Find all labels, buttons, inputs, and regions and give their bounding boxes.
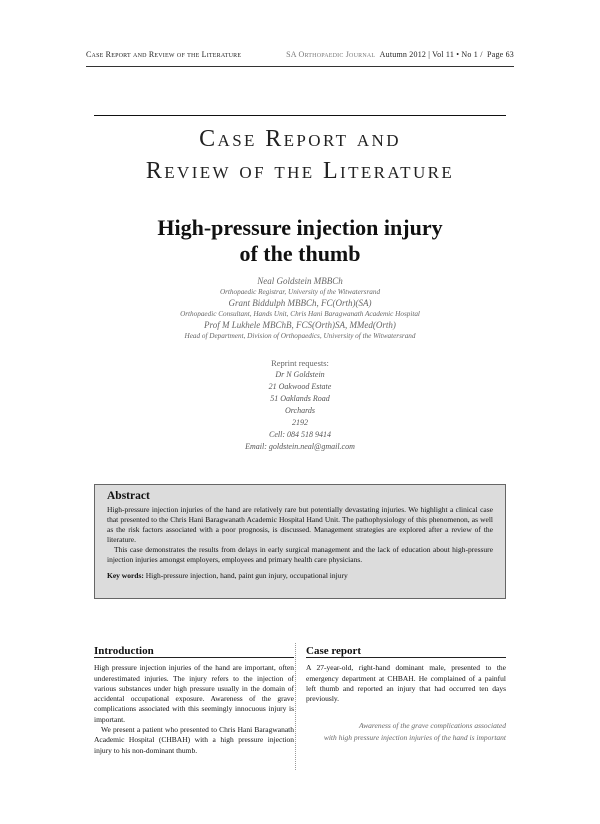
abstract-heading: Abstract [107,490,150,502]
abstract-paragraph: This case demonstrates the results from delays in early surgical management and the lack of education about high-pressure injection injuries amongst employers, employees and primary health care physicians. [107,545,493,564]
reprint-line: Cell: 084 518 9414 [269,430,331,439]
column-divider [295,643,296,770]
issue-info: Autumn 2012 | Vol 11 • No 1 [379,50,479,59]
reprint-requests [0,357,600,453]
page-number: Page 63 [487,50,514,59]
body-paragraph: High pressure injection injuries of the hand are important, often underestimated injuries. The injury refers to the injection of various substances under high pressure usually in the domain of accidental occupational exposure. Awareness of the grave complications associated with this seemingly innocuous injury is important. [94,663,294,724]
article-title [0,215,600,267]
keywords-label: Key words: [107,571,144,580]
abstract-paragraph: High-pressure injection injuries of the hand are relatively rare but potentially devastating injuries. We highlight a clinical case that presented to the Chris Hani Baragwanath Academic Hospital Hand Unit. The pathophysiology of this phenomenon, as well as the risk factors associated with a poor prognosis, is discussed. Management strategies are explored after a review of the literature. [107,505,493,544]
running-header-journal-info: SA Orthopaedic Journal Autumn 2012 | Vol 11 • No 1 / Page 63 [286,50,514,59]
journal-name: SA Orthopaedic Journal [286,50,376,59]
pull-quote [306,720,506,744]
body-paragraph: We present a patient who presented to Chris Hani Baragwanath Academic Hospital (CHBAH) with a high pressure injection injury to his non-dominant thumb. [94,725,294,755]
reprint-email: Email: goldstein.neal@gmail.com [245,442,355,451]
reprint-heading: Reprint requests: [271,358,329,368]
reprint-line: Orchards [284,406,316,415]
section-title-line-2: Review of the Literature [145,158,455,184]
reprint-line: 51 Oaklands Road [270,394,330,403]
pull-quote-line: with high pressure injection injuries of the hand is important [323,733,506,743]
heading-rule [306,657,506,658]
section-title-line-1: Case Report and [199,126,401,152]
author-name: Grant Biddulph MBBCh, FC(Orth)(SA) [228,298,372,308]
case-report-heading: Case report [306,645,362,657]
reprint-line: 21 Oakwood Estate [268,382,332,391]
introduction-heading: Introduction [94,645,154,657]
body-paragraph: A 27-year-old, right-hand dominant male, presented to the emergency department at CHBAH. He complained of a painful left thumb and reported an injury that had occurred ten days previously. [306,663,506,704]
article-title-line-2: of the thumb [239,241,361,266]
author-list [0,276,600,342]
reprint-line: Dr N Goldstein [275,370,325,379]
case-report-section [306,646,506,744]
pull-quote-line: Awareness of the grave complications associated [359,721,506,731]
author-name: Neal Goldstein MBBCh [257,276,343,286]
keywords [107,571,493,581]
abstract-box [94,484,506,599]
running-header-section: Case Report and Review of the Literature [86,50,242,59]
article-title-line-1: High-pressure injection injury [157,215,443,240]
author-affiliation: Head of Department, Division of Orthopaedics, University of the Witwatersrand [184,332,416,340]
heading-rule [94,657,294,658]
reprint-line: 2192 [292,418,308,427]
section-rule [94,115,506,116]
header-rule [86,66,514,67]
keywords-text: High-pressure injection, hand, paint gun injury, occupational injury [145,571,348,580]
author-name: Prof M Lukhele MBChB, FCS(Orth)SA, MMed(Orth) [204,320,396,330]
author-affiliation: Orthopaedic Registrar, University of the Witwatersrand [219,288,381,296]
author-affiliation: Orthopaedic Consultant, Hands Unit, Chris Hani Baragwanath Academic Hospital [180,310,420,318]
introduction-section [94,646,294,756]
